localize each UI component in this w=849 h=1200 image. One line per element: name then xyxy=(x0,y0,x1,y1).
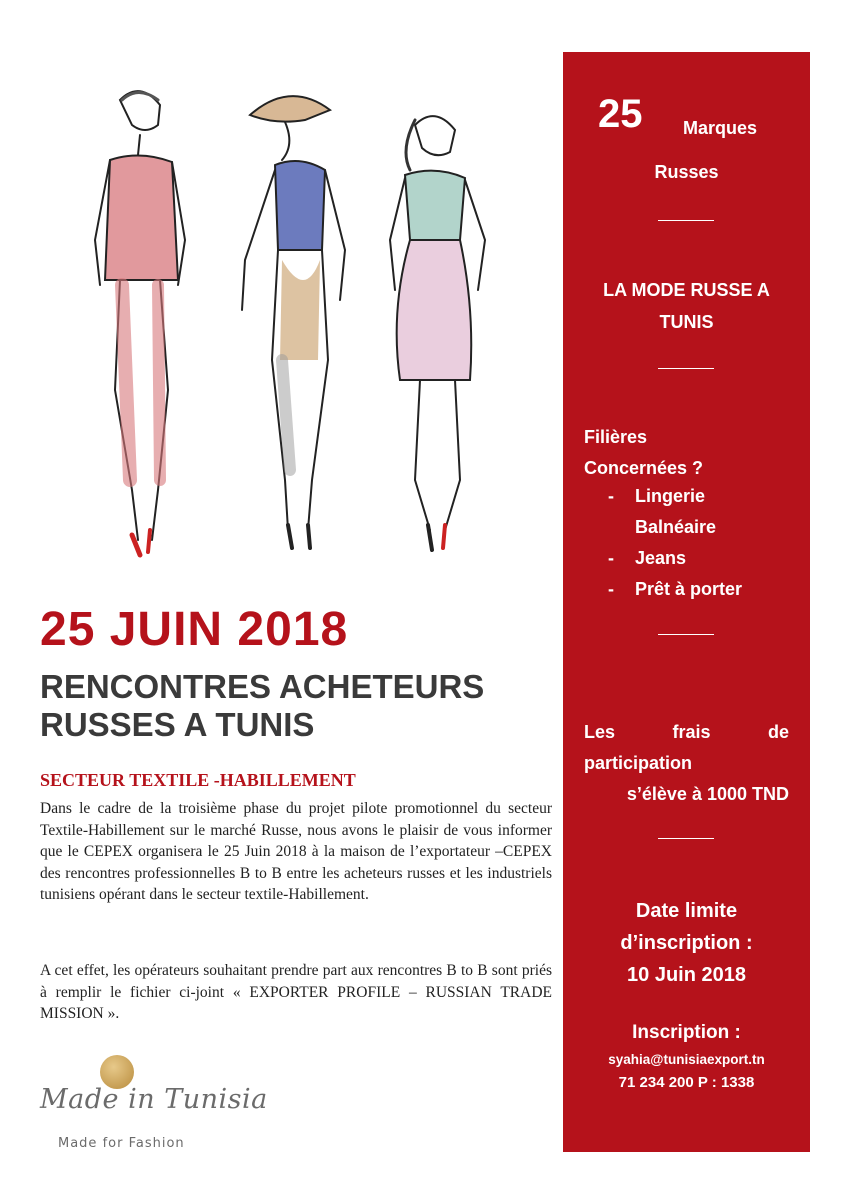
filiere-label: Jeans xyxy=(635,548,687,568)
fees-line3: s’élève à 1000 TND xyxy=(626,784,789,804)
deadline-line1: Date limite xyxy=(635,900,738,922)
fashion-line1: LA MODE RUSSE A xyxy=(603,280,770,300)
divider xyxy=(658,220,714,221)
brands-label: Marques xyxy=(683,118,758,138)
info-sidebar xyxy=(563,52,810,1152)
event-title-line2: RUSSES A TUNIS xyxy=(40,706,315,743)
instructions-paragraph: A cet effet, les opérateurs souhaitant prendre part aux rencontres B to B sont priés à remplir le fichier ci-joint « EXPORTER PROFILE – RUSSIAN TRADE MISSION ». xyxy=(40,962,552,1022)
deadline-line3: 10 Juin 2018 xyxy=(627,964,746,986)
model-figure-center xyxy=(242,96,345,548)
filiere-label: Balnéaire xyxy=(635,517,717,537)
registration-deadline xyxy=(563,895,810,991)
inscription-title: Inscription : xyxy=(632,1022,741,1043)
fees-word: de xyxy=(767,722,789,742)
filieres-title-line1: Filières xyxy=(584,427,648,447)
fees-line2: participation xyxy=(584,753,693,773)
filiere-label: Lingerie xyxy=(635,486,706,506)
filieres-title xyxy=(584,422,703,484)
intro-paragraph: Dans le cadre de la troisième phase du projet pilote promotionnel du secteur Textile-Habillement sur le marché Russe, nous avons le plaisir de vous informer que le CEPEX organisera le 25 Juin 2018 à la maison de l’exportateur –CEPEX des rencontres professionnelles B to B entre les acheteurs russes et les industriels tunisiens opérant dans le secteur textile-Habillement. xyxy=(40,800,552,903)
participation-fees xyxy=(584,717,789,810)
fashion-statement xyxy=(563,274,810,338)
divider xyxy=(658,634,714,635)
made-in-tunisia-logo xyxy=(40,1050,268,1160)
filiere-label: Prêt à porter xyxy=(635,579,743,599)
fashion-line2: TUNIS xyxy=(659,312,714,332)
divider xyxy=(658,368,714,369)
list-item: - Jeans xyxy=(608,548,687,568)
brands-count: 25 xyxy=(598,92,643,136)
sector-heading: SECTEUR TEXTILE -HABILLEMENT xyxy=(40,770,356,790)
fees-word: frais xyxy=(672,722,711,742)
filieres-list xyxy=(608,481,742,605)
event-date: 25 JUIN 2018 xyxy=(40,603,349,656)
fees-word: Les xyxy=(584,722,616,742)
model-figure-right xyxy=(390,116,485,550)
event-title-line1: RENCONTRES ACHETEURS xyxy=(40,668,485,705)
logo-script-text: Made in Tunisia xyxy=(40,1084,268,1115)
fashion-models-illustration xyxy=(60,60,530,600)
event-title xyxy=(40,668,484,744)
inscription-phone: 71 234 200 P : 1338 xyxy=(618,1074,755,1091)
model-figure-left xyxy=(95,91,185,555)
inscription-email-link[interactable]: syahia@tunisiaexport.tn xyxy=(608,1052,765,1067)
divider xyxy=(658,838,714,839)
list-item: - Lingerie xyxy=(608,486,706,506)
logo-tagline: Made for Fashion xyxy=(58,1136,185,1151)
brands-label-russes: Russes xyxy=(654,162,719,182)
list-item xyxy=(608,512,742,543)
list-item: - Prêt à porter xyxy=(608,579,743,599)
deadline-line2: d’inscription : xyxy=(620,932,753,954)
filieres-title-line2: Concernées ? xyxy=(584,458,704,478)
